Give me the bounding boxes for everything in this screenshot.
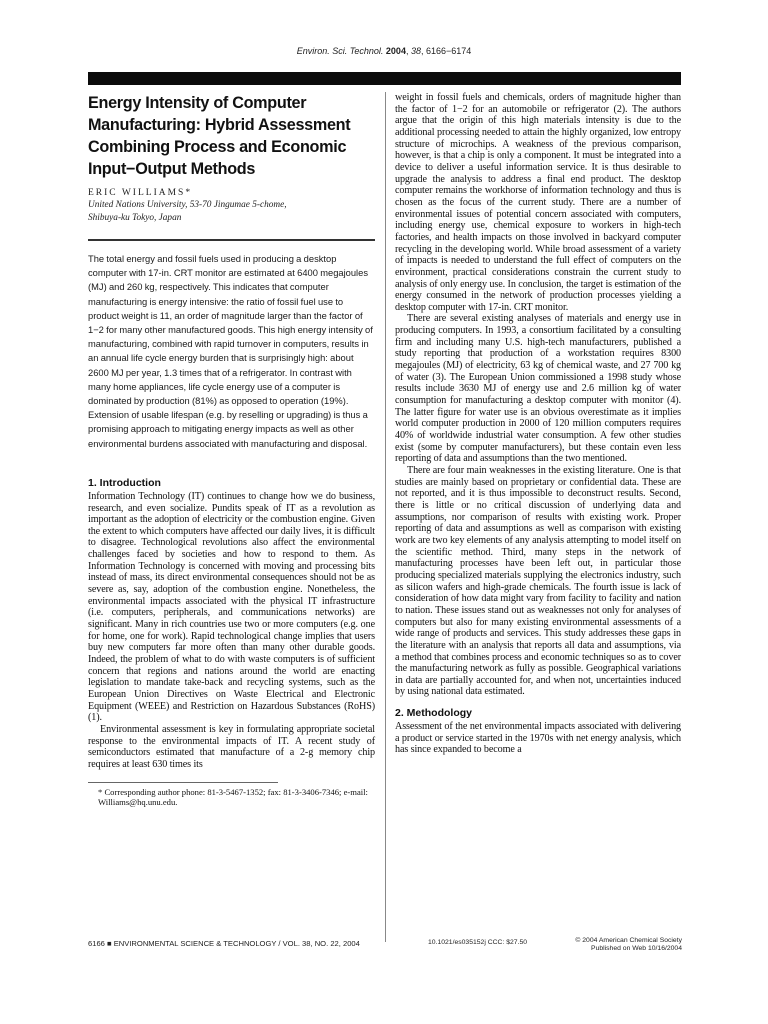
journal-name: Environ. Sci. Technol. xyxy=(296,46,384,56)
intro-paragraph-1: Information Technology (IT) continues to change how we do business, research, and even socialize. Pundits speak of IT as a revolution as important as the adoption of electricity or the combustion engine. Given the extent to which computers have affected our daily lives, it is difficult to disagree. Technological revolutions also affect the environmental challenges faced by societies and how to respond to them. As Information Technology is concerned with moving and processing bits instead of mass, its direct environmental consequences should not be as severe as, say, adoption of the combustion engine. Nonetheless, the environmental impacts associated with the physical IT infrastructure (i.e. computers, peripherals, and communications networks) are significant. Many in rich countries use two or more computers (e.g. one for home, one for work). Rapid technological change implies that users buy new computers far more often than many other durable goods. Indeed, the problem of what to do with waste computers is of sufficient concern that regions and nations around the world are enacting legislation to mandate take-back and recycling systems, such as the European Union Directives on Waste Electrical and Electronic Equipment (WEEE) and Restriction on Hazardous Substances (RoHS) (1). xyxy=(88,490,375,724)
right-column xyxy=(395,92,681,756)
intro-paragraph-2: Environmental assessment is key in formulating appropriate societal response to the environmental impacts of IT. A recent study of semiconductors estimated that manufacture of a 2-g memory chip requires at least 630 times its xyxy=(88,723,375,770)
footer-doi: 10.1021/es035152j CCC: $27.50 xyxy=(428,939,528,946)
footer-copyright: © 2004 American Chemical Society xyxy=(575,937,682,944)
footnote-rule xyxy=(88,782,278,783)
article-title: Energy Intensity of Computer Manufacturing: Hybrid Assessment Combining Process and Economic Input−Output Methods xyxy=(88,94,351,178)
affiliation xyxy=(88,199,375,225)
right-paragraph-2: There are several existing analyses of materials and energy use in producing computers. In 1993, a consortium facilitated by a consulting firm and including many U.S. high-tech manufacturers, published a study reporting that production of a workstation requires 8300 megajoules (MJ) of electricity, 63 kg of chemical waste, and 27 700 kg of water (3). The European Union commissioned a 1998 study whose results include 3630 MJ of energy use and 2.6 million kg of water consumption for manufacturing a desktop computer with monitor (4). The latter figure for water use is an obvious overestimate as it implies world computer production in 2000 of 120 million computers requires 40% of worldwide industrial water consumption. A few other studies exist (some by computer manufacturers), but these contain even less reporting of data and assumptions than the two mentioned. xyxy=(395,313,681,465)
column-divider xyxy=(385,92,386,942)
journal-pages: 6166−6174 xyxy=(426,46,472,56)
abstract-rule xyxy=(88,239,375,241)
abstract-text: The total energy and fossil fuels used in producing a desktop computer with 17-in. CRT monitor are estimated at 6400 megajoules (MJ) and 260 kg, respectively. This indicates that computer manufacturing is energy intensive: the ratio of fossil fuel use to product weight is 11, an order of magnitude larger than the factor of 1−2 for many other manufactured goods. This high energy intensity of manufacturing, combined with rapid turnover in computers, results in an annual life cycle energy burden that is surprisingly high: about 2600 MJ per year, 1.3 times that of a refrigerator. In contrast with many home appliances, life cycle energy use of a computer is dominated by production (81%) as opposed to operation (19%). Extension of usable lifespan (e.g. by reselling or upgrading) is thus a promising approach to mitigating energy impacts as well as other environmental burdens associated with manufacturing and disposal. xyxy=(88,254,373,449)
right-paragraph-1: weight in fossil fuels and chemicals, orders of magnitude higher than the factor of 1−2 for an automobile or refrigerator (2). The authors argue that the origin of this high materials intensity is due to the additional processing needed to attain the highly organized, low entropy structure of microchips. A weakness of the previous comparison, however, is that a chip is only a component. It must be integrated into a device to deliver a useful information service. It is thus desirable to upgrade the analysis to address a final end product. The desktop computer remains the workhorse of information technology and thus is chosen as the focus of the current study. There are a number of environmental issues of potential concern associated with computers, including energy use, chemical exposure to workers in high-tech factories, and health impacts on those involved in backyard computer recycling in the developing world. While broad assessment of a variety of impacts is needed to understand the full effect of computers on the environment, practical considerations constrain the current study to analysis of only energy use. In conclusion, the target is estimation of the energy consumed in the network of production processes yielding a desktop computer with 17-in. CRT monitor. xyxy=(395,92,681,313)
corresponding-author-footnote: * Corresponding author phone: 81-3-5467-1352; fax: 81-3-3406-7346; e-mail: Williams@hq.unu.edu. xyxy=(98,786,368,808)
journal-year: 2004 xyxy=(385,46,406,56)
intro-heading: 1. Introduction xyxy=(88,476,161,489)
affiliation-line-1: United Nations University, 53-70 Jingumae 5-chome, xyxy=(88,200,287,210)
affiliation-line-2: Shibuya-ku Tokyo, Japan xyxy=(88,213,182,223)
footer-page-line: 6166 ■ ENVIRONMENTAL SCIENCE & TECHNOLOGY / VOL. 38, NO. 22, 2004 xyxy=(88,939,360,948)
methodology-heading: 2. Methodology xyxy=(395,707,472,720)
journal-header: Environ. Sci. Technol. 2004, 38, 6166−6174 xyxy=(296,46,472,56)
header-bar xyxy=(88,72,681,85)
footer-publication-info xyxy=(552,937,682,953)
right-paragraph-3: There are four main weaknesses in the existing literature. One is that studies are mainly based on proprietary or confidential data. These are not reported, and it is thus impossible to deconstruct results. Second, there is little or no critical discussion of underlying data and assumptions, nor comparison of results with existing work. Proper reporting of data and assumptions as well as comparison with existing work are two key elements of any analysis attempting to model itself on the scientific method. Third, many steps in the network of manufacturing processes have been left out, in particular those producing specialized materials supplying the electronics industry, such as silicon wafers and high-grade chemicals. The fourth issue is lack of consideration of how data might vary from facility to facility and nation to nation. These issues stand out as weaknesses not only for analyses of computers but also for many existing environmental assessments of a wide range of products and services. This study addresses these gaps in the literature with an analysis that reports all data and assumptions, via a method that combines process and economic techniques so as to cover the manufacturing network as fully as possible. Geographical variations in data are partially accounted for, and when not, uncertainties induced by using national data estimated. xyxy=(395,465,681,698)
footer-published: Published on Web 10/16/2004 xyxy=(591,945,682,952)
methodology-paragraph: Assessment of the net environmental impacts associated with delivering a product or service started in the 1970s with net energy analysis, which has since expanded to become a xyxy=(395,721,681,756)
journal-volume: 38 xyxy=(410,46,421,56)
left-column xyxy=(88,92,375,808)
author-name: ERIC WILLIAMS* xyxy=(88,188,193,198)
